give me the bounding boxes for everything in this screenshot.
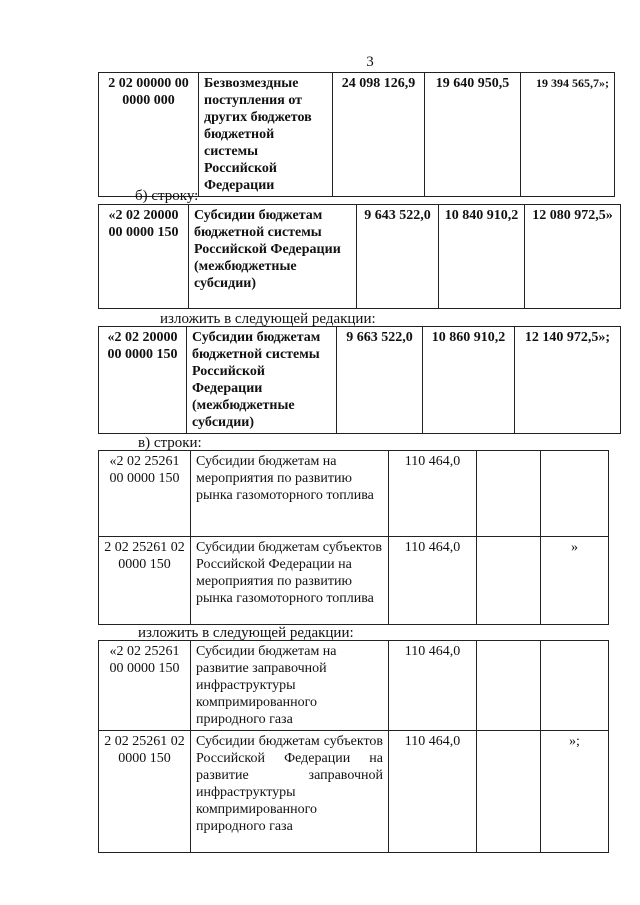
budget-code-cell: «2 02 25261 00 0000 150 — [99, 641, 191, 731]
table-row — [99, 641, 609, 731]
budget-name-cell: Субсидии бюджетам субъектов Российской Федерации на развитие заправочной инфраструктуры компримированного природного газа — [191, 731, 389, 853]
value-cell-1: 110 464,0 — [389, 451, 477, 537]
value-cell-2 — [477, 731, 541, 853]
budget-code-cell: «2 02 25261 00 0000 150 — [99, 451, 191, 537]
budget-name-cell: Субсидии бюджетам субъектов Российской Федерации на мероприятия по развитию рынка газомоторного топлива — [191, 537, 389, 625]
table-row — [99, 327, 621, 434]
table-subsidies-old — [98, 204, 621, 309]
budget-code-cell: «2 02 20000 00 0000 150 — [99, 205, 189, 309]
value-cell-3 — [541, 641, 609, 731]
budget-code-cell: «2 02 20000 00 0000 150 — [99, 327, 187, 434]
budget-name-cell: Субсидии бюджетам бюджетной системы Российской Федерации (межбюджетные субсидии) — [189, 205, 357, 309]
value-cell-2 — [477, 451, 541, 537]
table-row — [99, 205, 621, 309]
value-cell-3: 12 140 972,5»; — [515, 327, 621, 434]
value-cell-2 — [477, 537, 541, 625]
table-subsidies-new — [98, 326, 621, 434]
value-cell-1: 9 643 522,0 — [357, 205, 439, 309]
budget-code-cell: 2 02 00000 00 0000 000 — [99, 73, 199, 197]
value-cell-3: 12 080 972,5» — [525, 205, 621, 309]
budget-name-cell: Субсидии бюджетам на развитие заправочной инфраструктуры компримированного природного газа — [191, 641, 389, 731]
value-cell-2: 10 840 910,2 — [439, 205, 525, 309]
table-intergovernmental-receipts — [98, 72, 615, 197]
budget-name-cell: Субсидии бюджетам на мероприятия по развитию рынка газомоторного топлива — [191, 451, 389, 537]
budget-code-cell: 2 02 25261 02 0000 150 — [99, 537, 191, 625]
table-gas-fuel-new — [98, 640, 609, 853]
page-number: 3 — [366, 54, 374, 70]
value-cell-1: 110 464,0 — [389, 641, 477, 731]
note-edit-1: изложить в следующей редакции: — [160, 311, 376, 327]
budget-name-cell: Субсидии бюджетам бюджетной системы Российской Федерации (межбюджетные субсидии) — [187, 327, 337, 434]
table-row — [99, 451, 609, 537]
table-row — [99, 73, 615, 197]
value-cell-2: 19 640 950,5 — [425, 73, 521, 197]
note-v-rows: в) строки: — [138, 435, 202, 451]
note-b-row: б) строку: — [135, 188, 199, 204]
budget-name-cell: Безвозмездные поступления от других бюджетов бюджетной системы Российской Федерации — [199, 73, 333, 197]
value-cell-2 — [477, 641, 541, 731]
value-cell-3 — [541, 451, 609, 537]
value-cell-1: 24 098 126,9 — [333, 73, 425, 197]
note-edit-2: изложить в следующей редакции: — [138, 625, 354, 641]
table-row — [99, 731, 609, 853]
value-cell-2: 10 860 910,2 — [423, 327, 515, 434]
value-cell-3: 19 394 565,7»; — [521, 73, 615, 197]
value-cell-1: 110 464,0 — [389, 537, 477, 625]
value-cell-3: » — [541, 537, 609, 625]
budget-code-cell: 2 02 25261 02 0000 150 — [99, 731, 191, 853]
value-cell-1: 9 663 522,0 — [337, 327, 423, 434]
value-cell-3: »; — [541, 731, 609, 853]
table-gas-fuel-old — [98, 450, 609, 625]
table-row — [99, 537, 609, 625]
value-cell-1: 110 464,0 — [389, 731, 477, 853]
